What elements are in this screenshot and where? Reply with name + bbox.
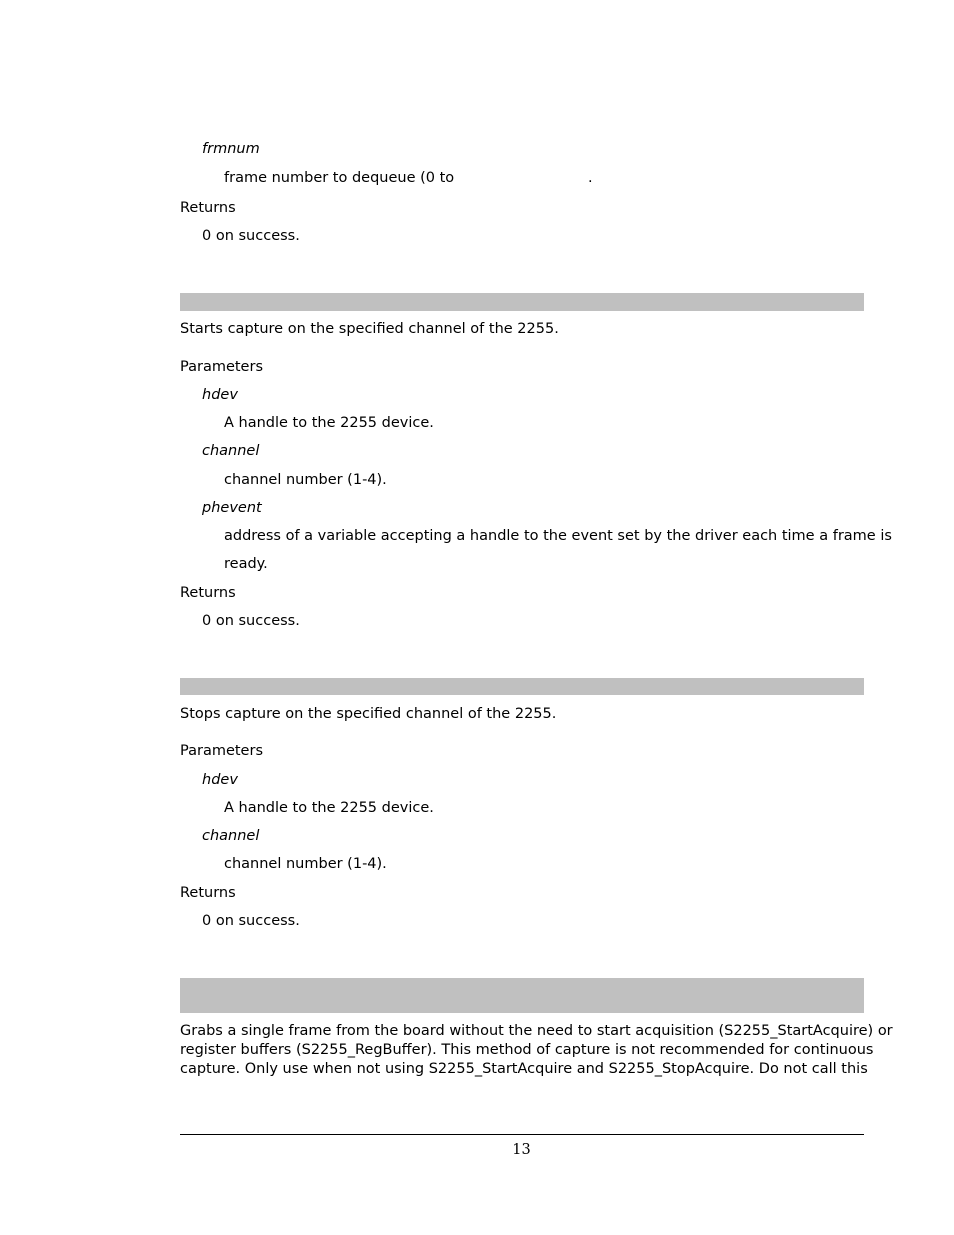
param-name-channel: channel (202, 443, 260, 459)
paragraph-line: register buffers (S2255_RegBuffer). This method of capture is not recommended for continuous (180, 1042, 874, 1058)
returns-label: Returns (180, 885, 236, 901)
parameters-label: Parameters (180, 743, 263, 759)
param-desc-channel: channel number (1-4). (224, 856, 387, 872)
returns-value: 0 on success. (202, 913, 300, 929)
section-header-bar (180, 293, 864, 311)
section-header-bar (180, 978, 864, 1013)
page-number: 13 (512, 1142, 531, 1158)
parameters-label: Parameters (180, 359, 263, 375)
section-description: Stops capture on the specified channel of the 2255. (180, 706, 557, 722)
paragraph-line: capture. Only use when not using S2255_StartAcquire and S2255_StopAcquire. Do not call this (180, 1061, 868, 1077)
param-name-hdev: hdev (202, 772, 238, 788)
param-name-frmnum: frmnum (202, 141, 260, 157)
section-description: Starts capture on the specified channel of the 2255. (180, 321, 559, 337)
footer-rule (180, 1134, 864, 1135)
param-desc-hdev: A handle to the 2255 device. (224, 800, 434, 816)
returns-value: 0 on success. (202, 228, 300, 244)
param-desc-frmnum-end: . (588, 170, 593, 186)
paragraph-line: Grabs a single frame from the board without the need to start acquisition (S2255_StartAcquire) or (180, 1023, 893, 1039)
section-description-paragraph (180, 1022, 893, 1079)
param-name-phevent: phevent (202, 500, 262, 516)
param-desc-hdev: A handle to the 2255 device. (224, 415, 434, 431)
param-desc-frmnum: frame number to dequeue (0 to (224, 170, 455, 186)
param-name-hdev: hdev (202, 387, 238, 403)
returns-label: Returns (180, 200, 236, 216)
returns-value: 0 on success. (202, 613, 300, 629)
param-desc-phevent-line2: ready. (224, 556, 268, 572)
param-desc-channel: channel number (1-4). (224, 472, 387, 488)
section-header-bar (180, 678, 864, 695)
returns-label: Returns (180, 585, 236, 601)
param-name-channel: channel (202, 828, 260, 844)
param-desc-phevent-line1: address of a variable accepting a handle to the event set by the driver each time a frame is (224, 528, 892, 544)
